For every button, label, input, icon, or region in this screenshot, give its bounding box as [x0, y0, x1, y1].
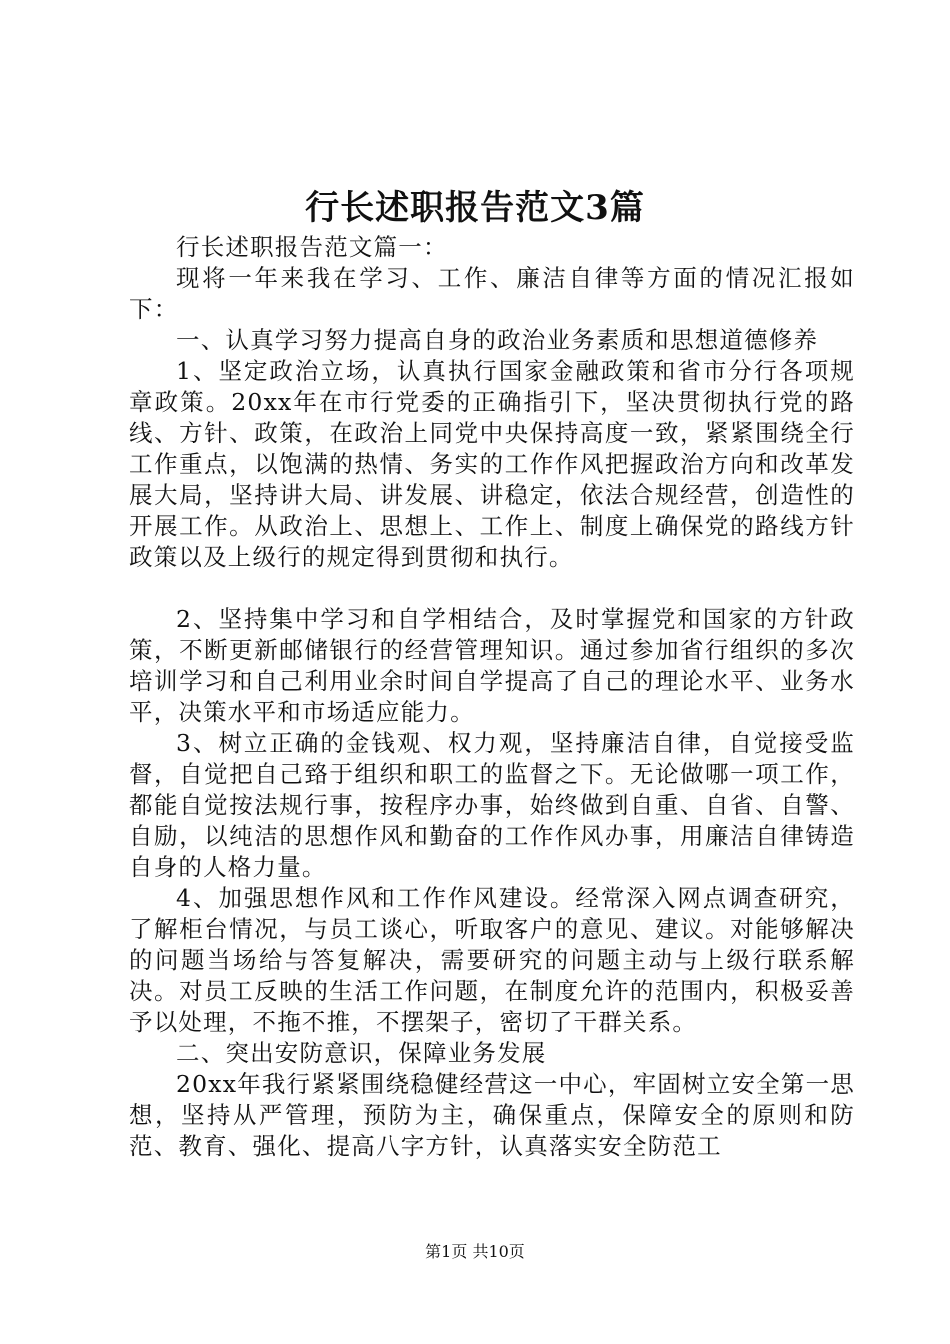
document-title: 行长述职报告范文3篇: [305, 188, 645, 228]
paragraph-section-two-body: 20xx年我行紧紧围绕稳健经营这一中心，牢固树立安全第一思想，坚持从严管理，预防为主，确保重点，保障安全的原则和防范、教育、强化、提高八字方针，认真落实安全防范工: [129, 1070, 855, 1160]
paragraph-item-3: 3、树立正确的金钱观、权力观，坚持廉洁自律，自觉接受监督，自觉把自己臵于组织和职工的监督之下。无论做哪一项工作，都能自觉按法规行事，按程序办事，始终做到自重、自省、自警、自励，以纯洁的思想作风和勤奋的工作作风办事，用廉洁自律铸造自身的人格力量。: [129, 729, 855, 881]
paragraph-heading-article-one: 行长述职报告范文篇一：: [176, 233, 448, 261]
paragraph-item-2: 2、坚持集中学习和自学相结合，及时掌握党和国家的方针政策，不断更新邮储银行的经营管理知识。通过参加省行组织的多次培训学习和自己利用业余时间自学提高了自己的理论水平、业务水平，决策水平和市场适应能力。: [129, 605, 855, 726]
paragraph-item-1: 1、坚定政治立场，认真执行国家金融政策和省市分行各项规章政策。20xx年在市行党委的正确指引下，坚决贯彻执行党的路线、方针、政策，在政治上同党中央保持高度一致，紧紧围绕全行工作重点，以饱满的热情、务实的工作作风把握政治方向和改革发展大局，坚持讲大局、讲发展、讲稳定，依法合规经营，创造性的开展工作。从政治上、思想上、工作上、制度上确保党的路线方针政策以及上级行的规定得到贯彻和执行。: [129, 357, 855, 571]
page-footer: 第1页 共10页: [425, 1242, 525, 1261]
paragraph-intro: 现将一年来我在学习、工作、廉洁自律等方面的情况汇报如下：: [129, 264, 855, 323]
paragraph-section-two-heading: 二、突出安防意识，保障业务发展: [176, 1039, 547, 1067]
paragraph-section-one-heading: 一、认真学习努力提高自身的政治业务素质和思想道德修养: [176, 326, 819, 354]
paragraph-item-4: 4、加强思想作风和工作作风建设。经常深入网点调查研究，了解柜台情况，与员工谈心，听取客户的意见、建议。对能够解决的问题当场给与答复解决，需要研究的问题主动与上级行联系解决。对员工反映的生活工作问题，在制度允许的范围内，积极妥善予以处理，不拖不推，不摆架子，密切了干群关系。: [129, 884, 855, 1036]
document-body: [129, 232, 855, 1162]
